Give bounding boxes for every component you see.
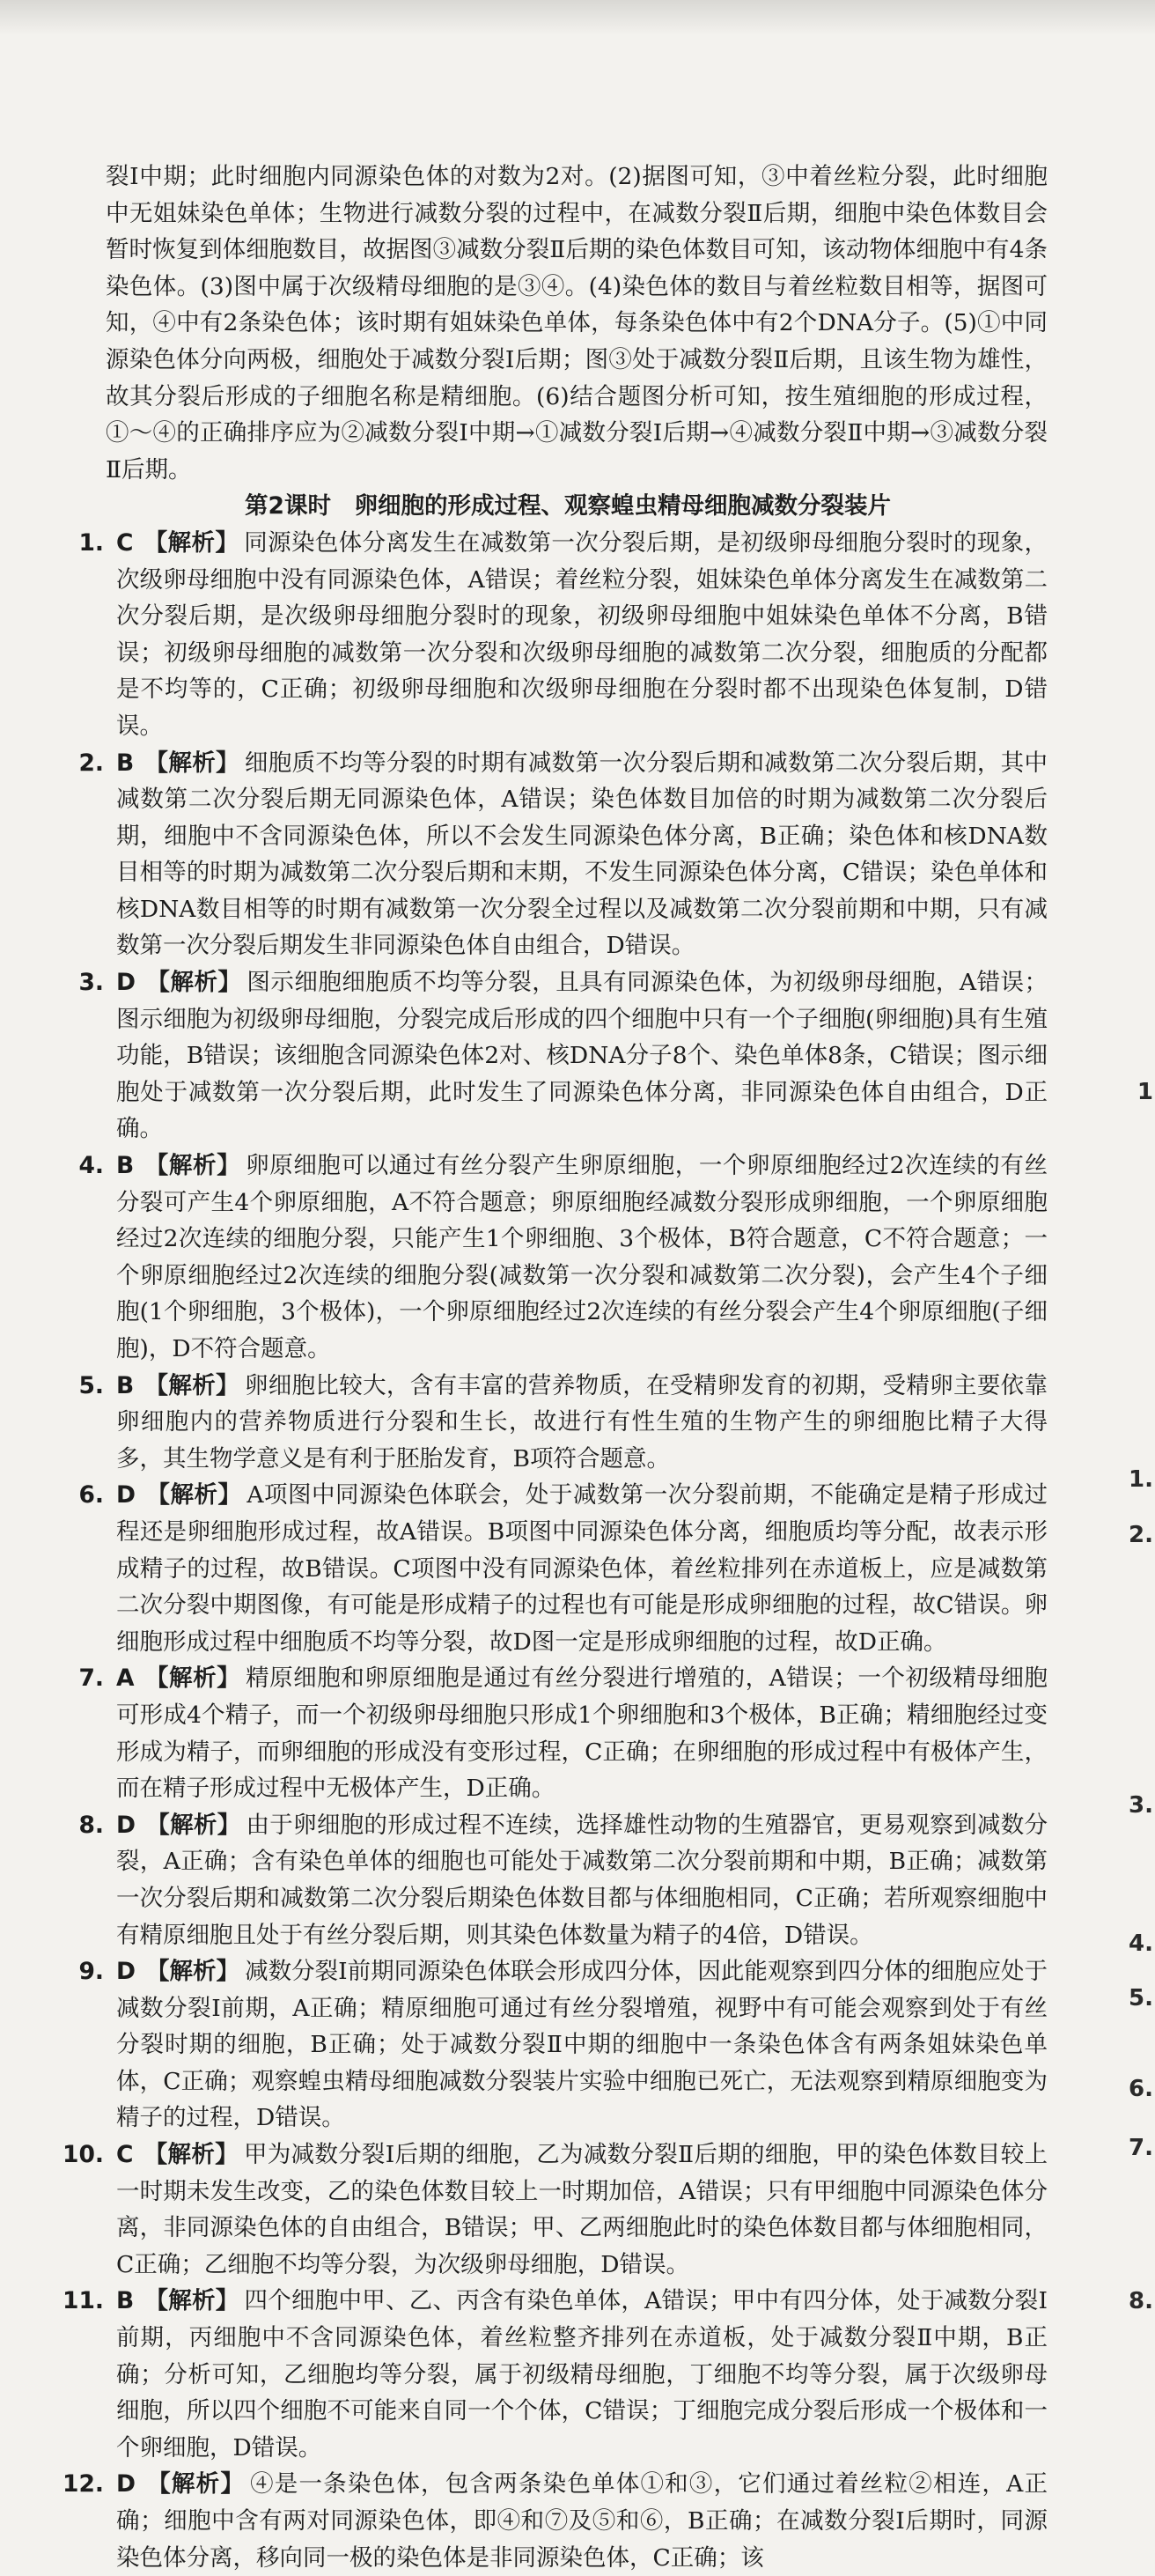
margin-mark: 1	[1137, 1079, 1153, 1105]
analysis-tag: 【解析】	[146, 1811, 241, 1839]
answer-letter: B	[116, 1371, 135, 1399]
item-body	[116, 2137, 1048, 2283]
margin-mark: 8.	[1129, 2288, 1153, 2314]
item-body	[116, 2466, 1048, 2576]
analysis-text: 图示细胞细胞质不均等分裂，且具有同源染色体，为初级卵母细胞，A错误；图示细胞为初级卵母细胞，分裂完成后形成的四个细胞中只有一个子细胞(卵细胞)具有生殖功能，B错误；该细胞含同源染色体2对、核DNA分子8个、染色单体8条，C错误；图示细胞处于减数第一次分裂后期，此时发生了同源染色体分离，非同源染色体自由组合，D正确。	[116, 969, 1048, 1143]
continuation-paragraph: 裂Ⅰ中期；此时细胞内同源染色体的对数为2对。(2)据图可知，③中着丝粒分裂，此时细胞中无姐妹染色单体；生物进行减数分裂的过程中，在减数分裂Ⅱ后期，细胞中染色体数目会暂时恢复到体细胞数目，故据图③减数分裂Ⅱ后期的染色体数目可知，该动物体细胞中有4条染色体。(3)图中属于次级精母细胞的是③④。(4)染色体的数目与着丝粒数目相等，据图可知，④中有2条染色体；该时期有姐妹染色单体，每条染色体中有2个DNA分子。(5)①中同源染色体分向两极，细胞处于减数分裂Ⅰ后期；图③处于减数分裂Ⅱ后期，且该生物为雄性，故其分裂后形成的子细胞名称是精细胞。(6)结合题图分析可知，按生殖细胞的形成过程，①～④的正确排序应为②减数分裂Ⅰ中期→①减数分裂Ⅰ后期→④减数分裂Ⅱ中期→③减数分裂Ⅱ后期。	[106, 163, 1048, 483]
answer-item	[35, 2466, 1048, 2576]
analysis-text: ④是一条染色体，包含两条染色单体①和③，它们通过着丝粒②相连，A正确；细胞中含有两对同源染色体，即④和⑦及⑤和⑥，B正确；在减数分裂Ⅰ后期时，同源染色体分离，移向同一极的染色体是非同源染色体，C正确；该	[116, 2470, 1048, 2572]
item-number: 12.	[63, 2470, 104, 2498]
answer-letter: B	[116, 2287, 135, 2315]
answer-letter: D	[116, 2470, 136, 2498]
answer-item	[35, 1660, 1048, 1806]
analysis-tag: 【解析】	[144, 2287, 239, 2315]
answer-list	[35, 525, 1048, 2576]
item-number: 6.	[78, 1481, 104, 1509]
margin-mark: 5.	[1129, 1985, 1153, 2011]
item-number: 4.	[78, 1152, 104, 1180]
analysis-text: A项图中同源染色体联会，处于减数第一次分裂前期，不能确定是精子形成过程还是卵细胞形成过程，故A错误。B项图中同源染色体分离，细胞质均等分配，故表示形成精子的过程，故B错误。C项图中没有同源染色体，着丝粒排列在赤道板上，应是减数第二次分裂中期图像，有可能是形成精子的过程也有可能是形成卵细胞的过程，故C错误。卵细胞形成过程中细胞质不均等分裂，故D图一定是形成卵细胞的过程，故D正确。	[116, 1481, 1048, 1656]
item-number: 2.	[78, 749, 104, 777]
item-body	[116, 745, 1048, 965]
analysis-tag: 【解析】	[144, 1371, 239, 1399]
analysis-text: 精原细胞和卵原细胞是通过有丝分裂进行增殖的，A错误；一个初级精母细胞可形成4个精子，而一个初级卵母细胞只形成1个卵细胞和3个极体，B正确；精细胞经过变形成为精子，而卵细胞的形成没有变形过程，C正确；在卵细胞的形成过程中有极体产生，而在精子形成过程中无极体产生，D正确。	[116, 1664, 1048, 1803]
answer-letter: B	[116, 1152, 135, 1180]
answer-letter: D	[116, 1811, 136, 1839]
item-number: 11.	[63, 2287, 104, 2315]
analysis-tag: 【解析】	[146, 1958, 240, 1986]
answer-item	[35, 964, 1048, 1148]
item-body	[116, 1368, 1048, 1478]
analysis-tag: 【解析】	[144, 1152, 241, 1180]
analysis-tag: 【解析】	[144, 1664, 241, 1693]
item-body	[116, 2283, 1048, 2466]
analysis-text: 由于卵细胞的形成过程不连续，选择雄性动物的生殖器官，更易观察到减数分裂，A正确；含有染色单体的细胞也可能处于减数第二次分裂前期和中期，B正确；减数第一次分裂后期和减数第二次分裂后期染色体数目都与体细胞相同，C正确；若所观察细胞中有精原细胞且处于有丝分裂后期，则其染色体数量为精子的4倍，D错误。	[116, 1811, 1048, 1949]
margin-mark: 2.	[1129, 1522, 1153, 1548]
item-body	[116, 1953, 1048, 2137]
item-number: 10.	[63, 2141, 104, 2169]
answer-item	[35, 525, 1048, 745]
answer-item	[35, 2137, 1048, 2283]
answer-content	[35, 159, 1048, 2576]
answer-item	[35, 1368, 1048, 1478]
margin-mark: 6.	[1129, 2076, 1153, 2102]
margin-mark: 3.	[1129, 1792, 1153, 1819]
analysis-text: 细胞质不均等分裂的时期有减数第一次分裂后期和减数第二次分裂后期，其中减数第二次分裂后期无同源染色体，A错误；染色体数目加倍的时期为减数第二次分裂后期，细胞中不含同源染色体，所以不会发生同源染色体分离，B正确；染色体和核DNA数目相等的时期为减数第二次分裂后期和末期，不发生同源染色体分离，C错误；染色单体和核DNA数目相等的时期有减数第一次分裂全过程以及减数第二次分裂前期和中期，只有减数第一次分裂后期发生非同源染色体自由组合，D错误。	[116, 749, 1048, 960]
answer-letter: C	[116, 528, 134, 557]
item-body	[116, 1660, 1048, 1806]
answer-letter: B	[116, 749, 135, 777]
analysis-text: 卵细胞比较大，含有丰富的营养物质，在受精卵发育的初期，受精卵主要依靠卵细胞内的营养物质进行分裂和生长，故进行有性生殖的生物产生的卵细胞比精子大得多，其生物学意义是有利于胚胎发育，B项符合题意。	[116, 1371, 1048, 1473]
answer-item	[35, 1953, 1048, 2137]
item-number: 3.	[78, 969, 104, 997]
item-body	[116, 1807, 1048, 1953]
item-body	[116, 1148, 1048, 1368]
item-body	[116, 964, 1048, 1148]
item-body	[116, 525, 1048, 745]
answer-letter: D	[116, 969, 136, 997]
answer-letter: D	[116, 1958, 136, 1986]
answer-letter: D	[116, 1481, 136, 1509]
item-number: 8.	[78, 1811, 104, 1839]
analysis-tag: 【解析】	[143, 2141, 239, 2169]
answer-letter: C	[116, 2141, 134, 2169]
answer-item	[35, 1148, 1048, 1368]
analysis-tag: 【解析】	[143, 528, 239, 557]
item-body	[116, 1477, 1048, 1660]
answer-item	[35, 1807, 1048, 1953]
scan-shadow	[0, 0, 1155, 35]
section-title: 第2课时 卵细胞的形成过程、观察蝗虫精母细胞减数分裂装片	[245, 492, 891, 520]
item-number: 7.	[78, 1664, 104, 1693]
analysis-tag: 【解析】	[144, 749, 239, 777]
analysis-text: 四个细胞中甲、乙、丙含有染色单体，A错误；甲中有四分体，处于减数分裂Ⅰ前期，丙细胞中不含同源染色体，着丝粒整齐排列在赤道板，处于减数分裂Ⅱ中期，B正确；分析可知，乙细胞均等分裂，属于初级精母细胞，丁细胞不均等分裂，属于次级卵母细胞，所以四个细胞不可能来自同一个个体，C错误；丁细胞完成分裂后形成一个极体和一个卵细胞，D错误。	[116, 2287, 1048, 2462]
analysis-text: 同源染色体分离发生在减数第一次分裂后期，是初级卵母细胞分裂时的现象，次级卵母细胞中没有同源染色体，A错误；着丝粒分裂，姐妹染色单体分离发生在减数第二次分裂后期，是次级卵母细胞分裂时的现象，初级卵母细胞中姐妹染色单体不分离，B错误；初级卵母细胞的减数第一次分裂和次级卵母细胞的减数第二次分裂，细胞质的分配都是不均等的，C正确；初级卵母细胞和次级卵母细胞在分裂时都不出现染色体复制，D错误。	[116, 528, 1048, 740]
item-number: 1.	[78, 528, 104, 557]
analysis-text: 卵原细胞可以通过有丝分裂产生卵原细胞，一个卵原细胞经过2次连续的有丝分裂可产生4个卵原细胞，A不符合题意；卵原细胞经减数分裂形成卵细胞，一个卵原细胞经过2次连续的细胞分裂，只能产生1个卵细胞、3个极体，B符合题意，C不符合题意；一个卵原细胞经过2次连续的细胞分裂(减数第一次分裂和减数第二次分裂)，会产生4个子细胞(1个卵细胞，3个极体)，一个卵原细胞经过2次连续的有丝分裂会产生4个卵原细胞(子细胞)，D不符合题意。	[116, 1152, 1048, 1362]
margin-mark: 7.	[1129, 2135, 1153, 2161]
answer-letter: A	[116, 1664, 135, 1693]
margin-mark: 4.	[1129, 1930, 1153, 1957]
answer-item	[35, 2283, 1048, 2466]
analysis-tag: 【解析】	[146, 2470, 246, 2498]
answer-item	[35, 745, 1048, 965]
analysis-text: 减数分裂Ⅰ前期同源染色体联会形成四分体，因此能观察到四分体的细胞应处于减数分裂Ⅰ前期，A正确；精原细胞可通过有丝分裂增殖，视野中有可能会观察到处于有丝分裂时期的细胞，B正确；处于减数分裂Ⅱ中期的细胞中一条染色体含有两条姐妹染色单体，C正确；观察蝗虫精母细胞减数分裂装片实验中细胞已死亡，无法观察到精原细胞变为精子的过程，D错误。	[116, 1958, 1048, 2132]
answer-item	[35, 1477, 1048, 1660]
item-number: 9.	[78, 1958, 104, 1986]
analysis-tag: 【解析】	[146, 1481, 242, 1509]
item-number: 5.	[78, 1371, 104, 1399]
margin-mark: 1.	[1129, 1466, 1153, 1493]
analysis-text: 甲为减数分裂Ⅰ后期的细胞，乙为减数分裂Ⅱ后期的细胞，甲的染色体数目较上一时期未发生改变，乙的染色体数目较上一时期加倍，A错误；只有甲细胞中同源染色体分离，非同源染色体的自由组合，B错误；甲、乙两细胞此时的染色体数目都与体细胞相同，C正确；乙细胞不均等分裂，为次级卵母细胞，D错误。	[116, 2141, 1048, 2278]
analysis-tag: 【解析】	[146, 969, 242, 997]
